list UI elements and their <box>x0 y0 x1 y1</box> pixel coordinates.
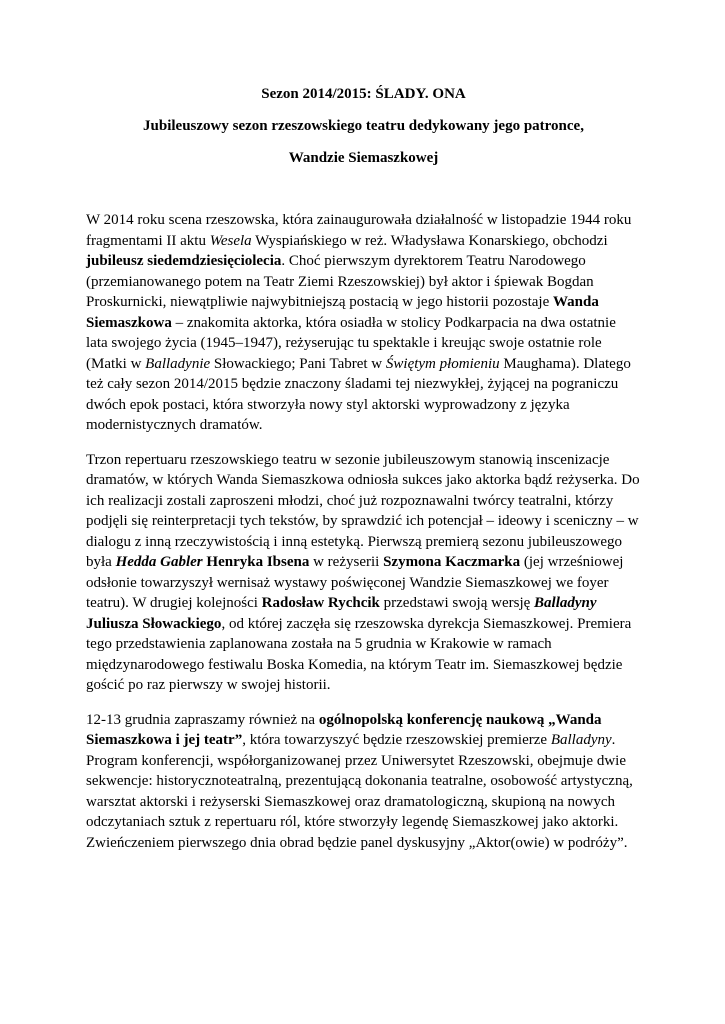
paragraph-1 <box>86 210 641 436</box>
p1-bold-wanda-siemaszkowa: Wanda Siemaszkowa <box>86 294 599 331</box>
p1-italic-balladynie: Balladynie <box>145 355 211 372</box>
p2-text: Trzon repertuaru rzeszowskiego teatru w sezonie jubileuszowym stanowią inscenizacje dramatów, w których Wanda Siemaszkowa odniosła sukces jako aktorka bądź reżyserka. Do ich realizacji zostali zaproszeni młodzi, choć już rozpoznawalni twórcy teatralni, którzy podjęli się reinterpretacji tych tekstów, by sprawdzić ich potencjał – ideowy i sceniczny – w dialogu z inną rzeczywistością i inną estetyką. Pierwszą premierą sezonu jubileuszowego była <box>86 451 640 570</box>
p2-bold-juliusza-slowackiego: Juliusza Słowackiego <box>86 615 222 632</box>
p1-text: Wyspiańskiego w reż. Władysława Konarskiego, obchodzi <box>251 232 608 249</box>
p3-italic-balladyny: Balladyny <box>550 732 612 748</box>
p1-text: Maughama). Dlatego też cały sezon 2014/2015 będzie znaczony śladami tej niezwykłej, żyjącej na pograniczu dwóch epok postaci, która stworzyła nowy styl aktorski wyprowadzony z języka modernistycznych dramatów. <box>86 355 631 433</box>
document-subtitle-line-1: Jubileuszowy sezon rzeszowskiego teatru dedykowany jego patronce, <box>143 118 584 134</box>
document-subtitle-line-2: Wandzie Siemaszkowej <box>288 150 439 166</box>
p2-text: , od której zaczęła się rzeszowska dyrekcja Siemaszkowej. Premiera tego przedstawienia zaplanowana została na 5 grudnia w Krakowie w ramach międzynarodowego festiwalu Boska Komedia, na którym Teatr im. Siemaszkowej będzie gościć po raz pierwszy w swojej historii. <box>86 615 632 693</box>
p3-text: 12-13 grudnia zapraszamy również na <box>86 711 319 728</box>
p1-italic-wesela: Wesela <box>209 232 252 249</box>
p2-text: (jej wrześniowej odsłonie towarzyszył wernisaż wystawy poświęconej Wandzie Siemaszkowej we foyer teatru). W drugiej kolejności <box>86 554 624 611</box>
p2-text: przedstawi swoją wersję <box>379 595 535 611</box>
p1-text: . Choć pierwszym dyrektorem Teatru Narodowego (przemianowanego potem na Teatr Ziemi Rzeszowskiej) był aktor i śpiewak Bogdan Proskurnicki, niewątpliwie najwybitniejszą postacią w jego historii pozostaje <box>86 253 594 310</box>
p1-text: W 2014 roku scena rzeszowska, która zainaugurowała działalność w listopadzie 1944 roku fragmentami II aktu <box>86 212 632 249</box>
paragraph-3 <box>86 710 641 854</box>
p2-bold-italic-hedda-gabler: Hedda Gabler <box>115 554 203 570</box>
p1-italic-swietym-plomieniu: Świętym płomieniu <box>385 355 500 372</box>
p2-bold-szymona-kaczmarka: Szymona Kaczmarka <box>383 554 521 570</box>
document-body <box>86 210 641 867</box>
p3-text: . Program konferencji, współorganizowanej przez Uniwersytet Rzeszowski, obejmuje dwie sekwencje: historycznoteatralną, prezentującą dokonania teatralne, osobowość artystyczną, warsztat aktorski i reżyserski Siemaszkowej oraz dramatologiczną, skupioną na nowych odczytaniach sztuk z repertuaru ról, które stworzyły legendę Siemaszkowej jako aktorki. Zwieńczeniem pierwszego dnia obrad będzie panel dyskusyjny „Aktor(owie) w podróży”. <box>86 732 633 851</box>
document-title: Sezon 2014/2015: ŚLADY. ONA <box>261 86 466 102</box>
p2-bold-henryka-ibsena: Henryka Ibsena <box>206 554 310 570</box>
p2-bold-italic-balladyny: Balladyny <box>534 595 597 611</box>
p2-bold-radoslaw-rychcik: Radosław Rychcik <box>261 595 380 611</box>
paragraph-2 <box>86 450 641 696</box>
p3-bold-konferencja: ogólnopolską konferencję naukową „Wanda Siemaszkowa i jej teatr” <box>86 711 602 748</box>
p1-text: – znakomita aktorka, która osiadła w stolicy Podkarpacia na dwa ostatnie lata swojego życia (1945–1947), reżyserując tu spektakle i kreując swoje ostatnie role (Matki w <box>86 314 616 372</box>
p2-text: w reżyserii <box>309 554 384 570</box>
p1-bold-jubileusz: jubileusz siedemdziesięciolecia <box>86 253 282 269</box>
p3-text: , która towarzyszyć będzie rzeszowskiej premierze <box>242 732 551 748</box>
p1-text: Słowackiego; Pani Tabret w <box>210 355 386 372</box>
